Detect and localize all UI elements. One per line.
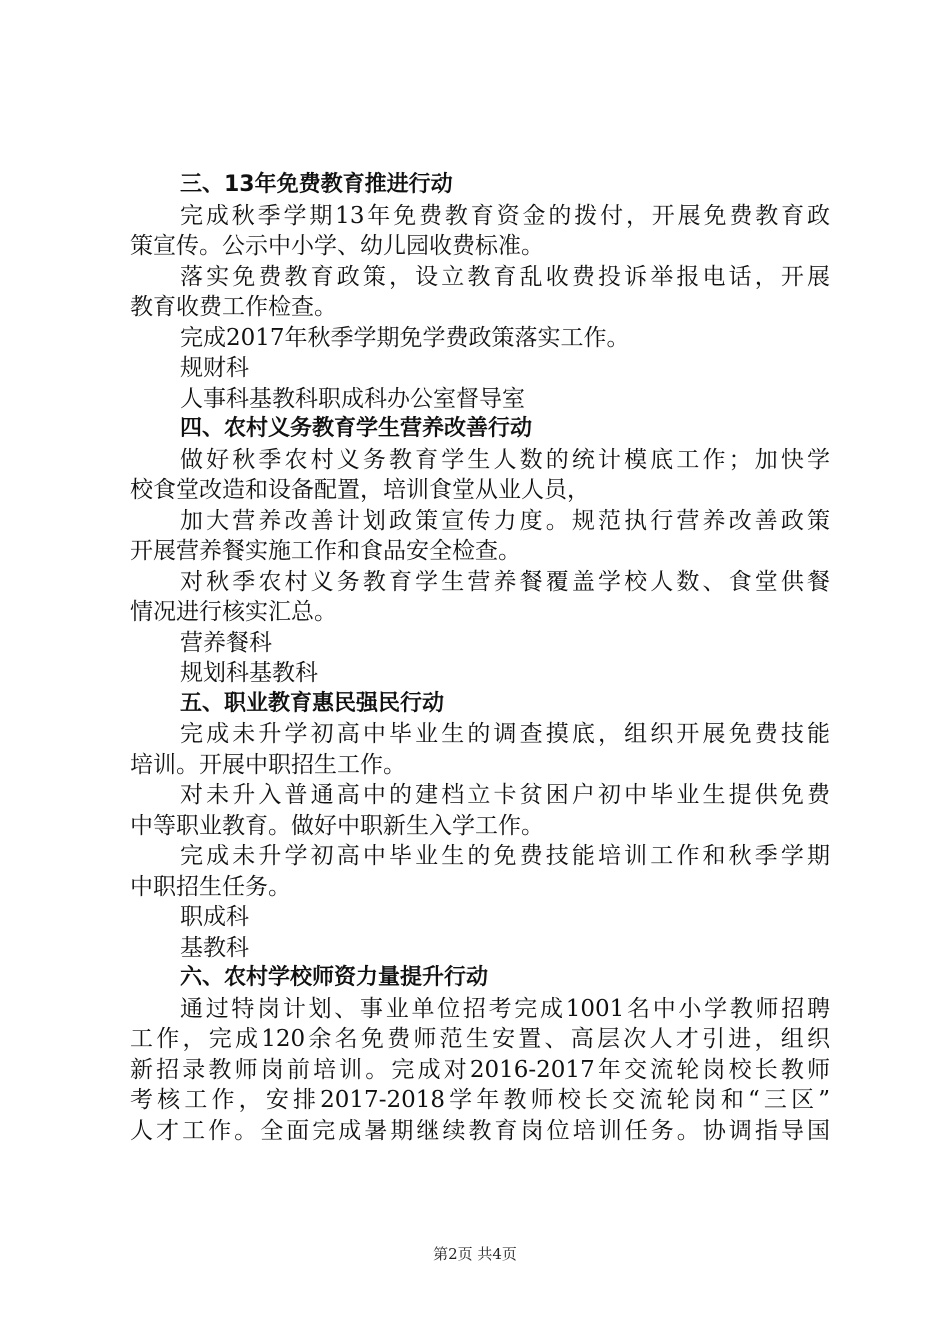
paragraph-line: 对未升入普通高中的建档立卡贫困户初中毕业生提供免费 — [180, 782, 830, 808]
paragraph-line: 完成秋季学期13年免费教育资金的拨付，开展免费教育政 — [180, 202, 830, 229]
paragraph-line: 对秋季农村义务教育学生营养餐覆盖学校人数、食堂供餐 — [180, 568, 830, 595]
paragraph-line: 完成2017年秋季学期免学费政策落实工作。 — [180, 324, 630, 351]
paragraph-line: 策宣传。公示中小学、幼儿园收费标准。 — [130, 233, 544, 259]
paragraph-line: 人才工作。全面完成暑期继续教育岗位培训任务。协调指导国 — [130, 1117, 830, 1144]
section-heading: 三、13年免费教育推进行动 — [180, 172, 453, 197]
department-line: 规财科 — [180, 355, 249, 381]
paragraph-line: 培训。开展中职招生工作。 — [130, 751, 406, 778]
paragraph-line: 校食堂改造和设备配置，培训食堂从业人员， — [130, 477, 590, 503]
document-body — [130, 170, 830, 1146]
paragraph-line: 中等职业教育。做好中职新生入学工作。 — [130, 812, 544, 839]
page-footer: 第2页 共4页 — [433, 1245, 517, 1263]
paragraph-line: 通过特岗计划、事业单位招考完成1001名中小学教师招聘 — [180, 995, 830, 1022]
section-heading: 四、农村义务教育学生营养改善行动 — [180, 416, 533, 441]
paragraph-line: 教育收费工作检查。 — [130, 294, 337, 320]
paragraph-line: 加大营养改善计划政策宣传力度。规范执行营养改善政策 — [180, 507, 830, 534]
department-line: 规划科基教科 — [180, 660, 318, 686]
paragraph-line: 新招录教师岗前培训。完成对2016-2017年交流轮岗校长教师 — [130, 1056, 830, 1083]
department-line: 基教科 — [180, 934, 249, 961]
department-line: 营养餐科 — [180, 629, 272, 656]
paragraph-line: 开展营养餐实施工作和食品安全检查。 — [130, 538, 521, 564]
paragraph-line: 情况进行核实汇总。 — [130, 599, 337, 625]
section-heading: 六、农村学校师资力量提升行动 — [180, 965, 489, 990]
department-line: 人事科基教科职成科办公室督导室 — [180, 385, 525, 412]
paragraph-line: 中职招生任务。 — [130, 873, 291, 900]
paragraph-line: 考核工作，安排2017-2018学年教师校长交流轮岗和“三区” — [130, 1087, 830, 1113]
paragraph-line: 做好秋季农村义务教育学生人数的统计模底工作；加快学 — [180, 446, 830, 473]
paragraph-line: 工作，完成120余名免费师范生安置、高层次人才引进，组织 — [130, 1026, 830, 1052]
department-line: 职成科 — [180, 904, 249, 930]
paragraph-line: 落实免费教育政策，设立教育乱收费投诉举报电话，开展 — [180, 263, 830, 290]
paragraph-line: 完成未升学初高中毕业生的调查摸底，组织开展免费技能 — [180, 721, 830, 747]
paragraph-line: 完成未升学初高中毕业生的免费技能培训工作和秋季学期 — [180, 843, 830, 869]
section-heading: 五、职业教育惠民强民行动 — [180, 690, 445, 716]
